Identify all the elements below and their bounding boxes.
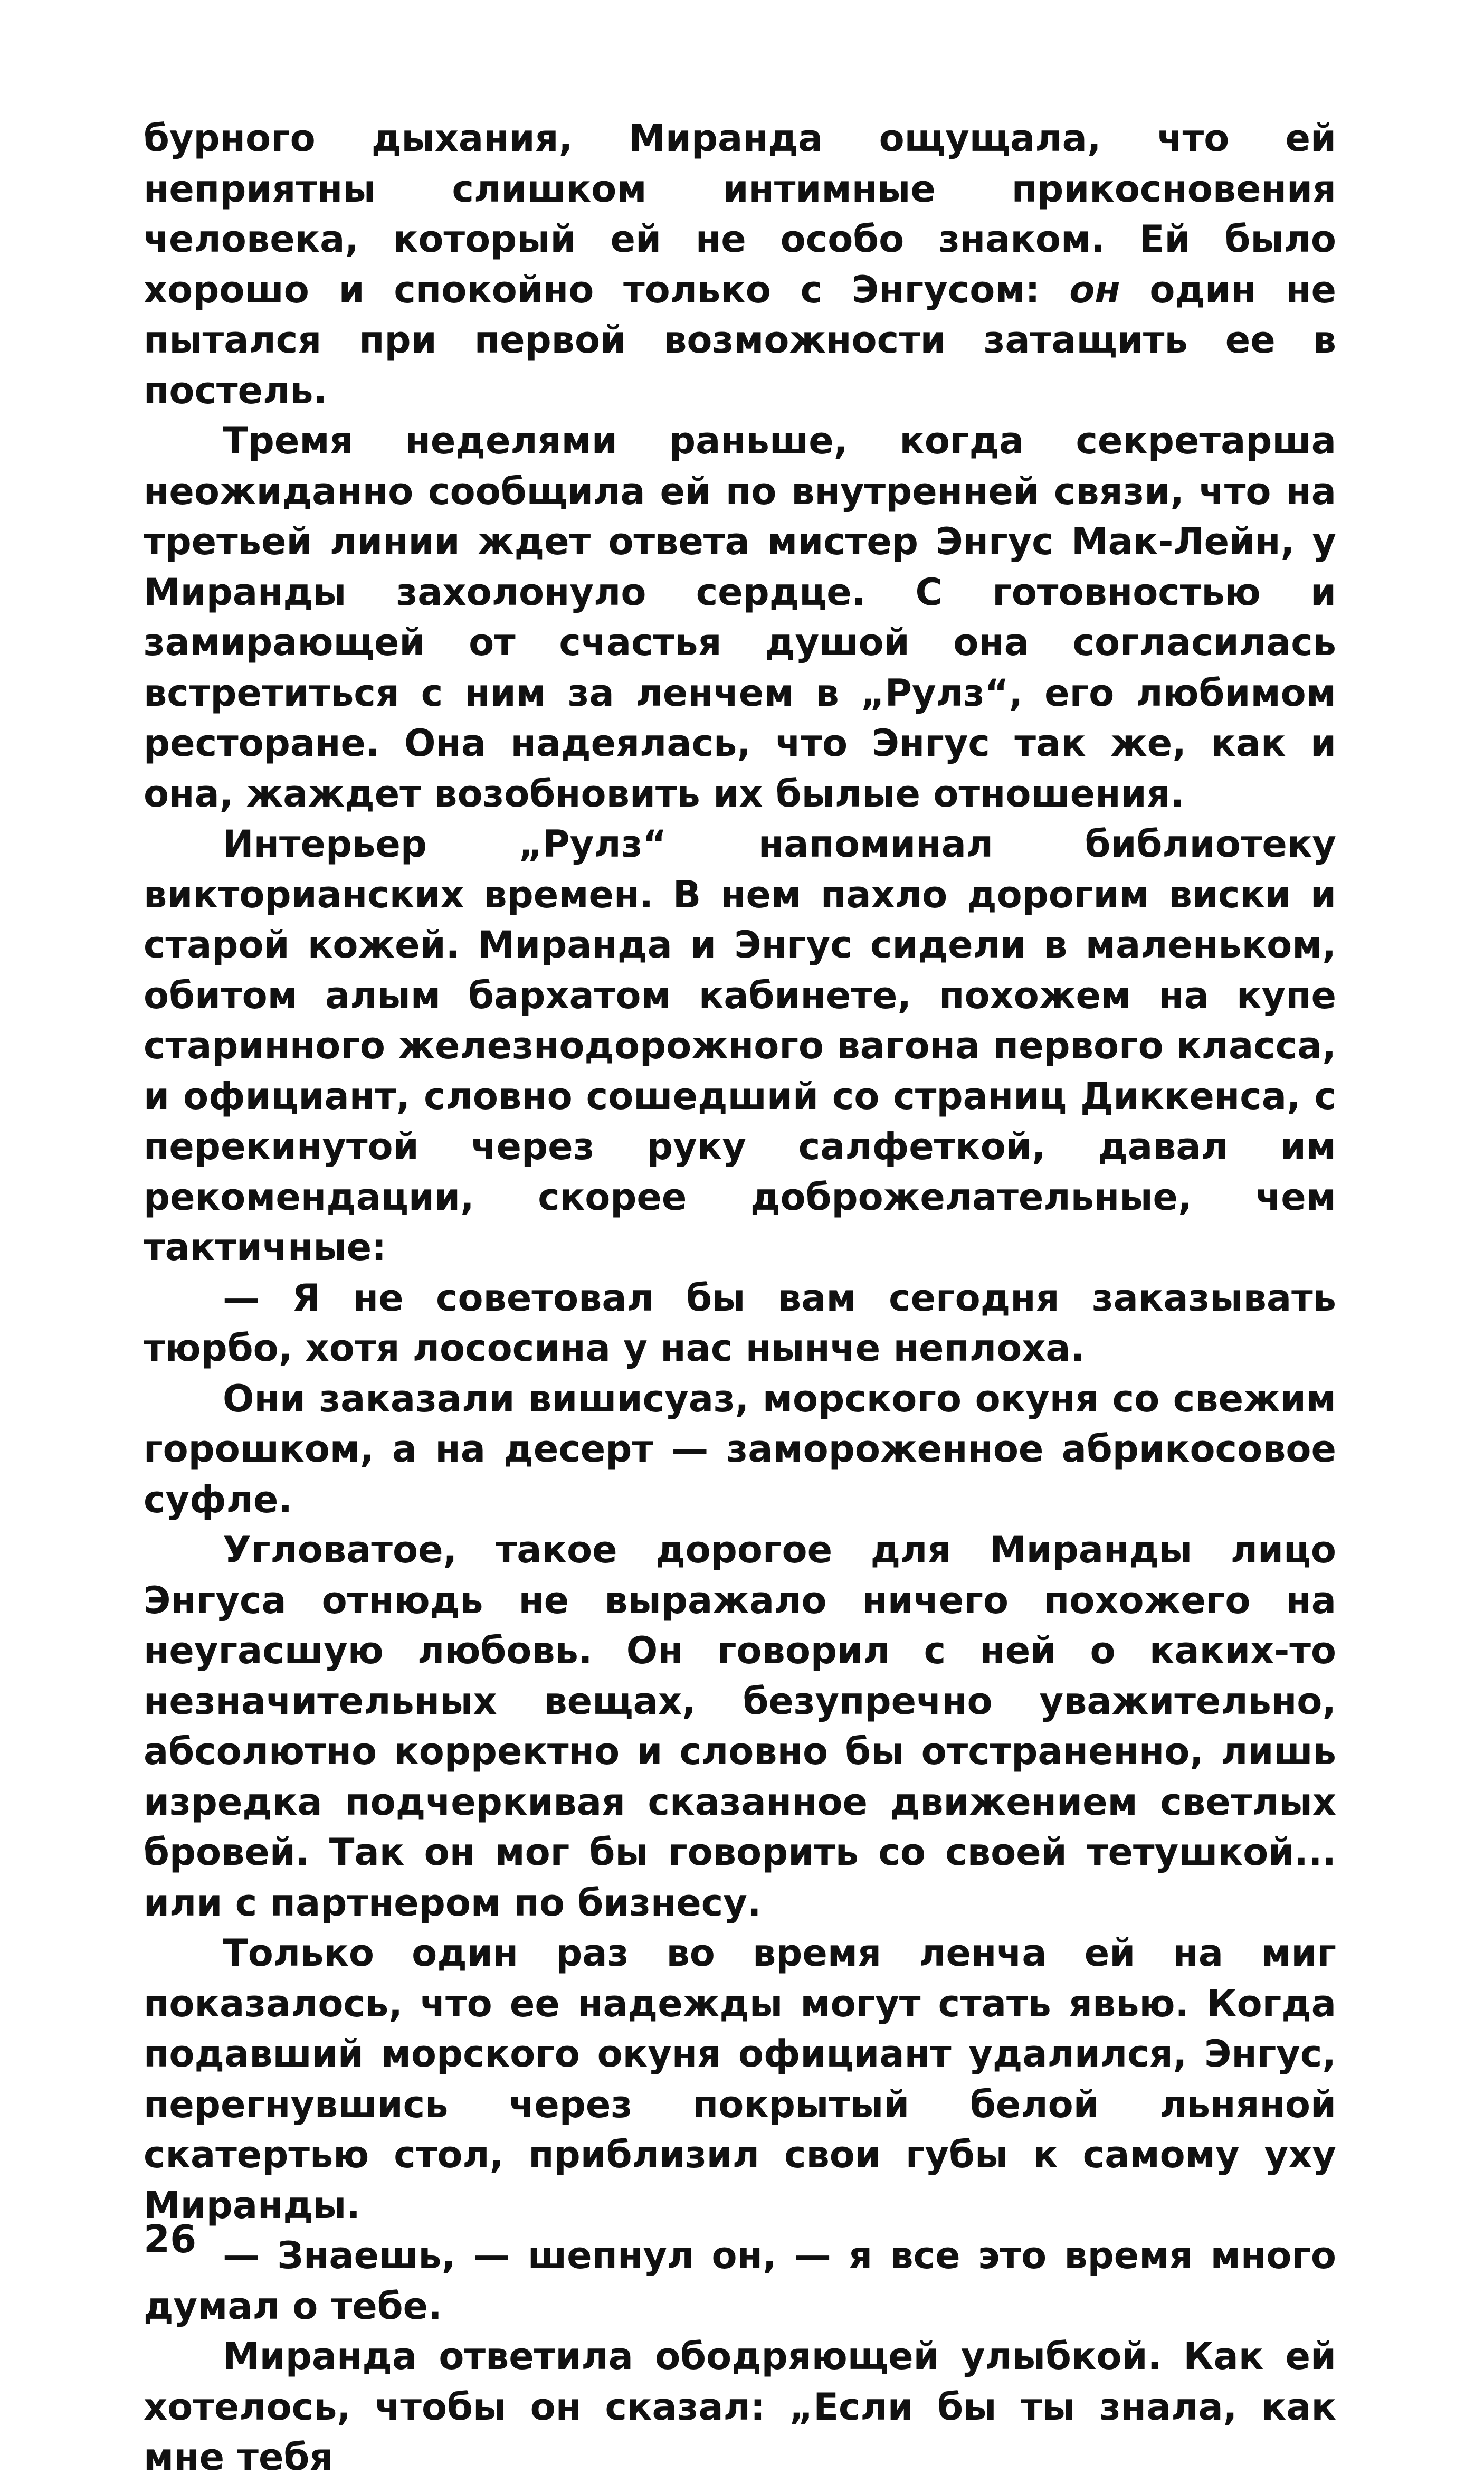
- paragraph: Тремя неделями раньше, когда секретарша неожиданно сообщила ей по внутренней связи, что на третьей линии ждет ответа мистер Энгус Мак-Лейн, у Миранды захолонуло сердце. С готовностью и замирающей от счастья душой она согласилась встретиться с ним за ленчем в „Рулз“, его любимом ресторане. Она надеялась, что Энгус так же, как и она, жаждет возобновить их былые отношения.: [144, 419, 1336, 816]
- italic-word: он: [1069, 268, 1120, 311]
- dialogue-line: — Знаешь, — шепнул он, — я все это время много думал о тебе.: [144, 2234, 1336, 2328]
- paragraph: Они заказали вишисуаз, морского окуня со свежим горошком, а на десерт — замороженное абрикосовое суфле.: [144, 1377, 1336, 1521]
- paragraph-text: один не пытался при первой возможности затащить ее в постель.: [144, 268, 1336, 412]
- paragraph: Интерьер „Рулз“ напоминал библиотеку викторианских времен. В нем пахло дорогим виски и старой кожей. Миранда и Энгус сидели в маленьком, обитом алым бархатом кабинете, похожем на купе старинного железнодорожного вагона первого класса, и официант, словно сошедший со страниц Диккенса, с перекинутой через руку салфеткой, давал им рекомендации, скорее доброжелательные, чем тактичные:: [144, 822, 1336, 1269]
- paragraph: Только один раз во время ленча ей на миг показалось, что ее надежды могут стать явью. Когда подавший морского окуня официант удалился, Энгус, перегнувшись через покрытый белой льняной скатертью стол, приблизил свои губы к самому уху Миранды.: [144, 1931, 1336, 2227]
- page-number: 26: [144, 2217, 197, 2261]
- book-page-text: [144, 113, 1336, 2483]
- paragraph-text: бурного дыхания, Миранда ощущала, что ей неприятны слишком интимные прикосновения человека, который ей не особо знаком. Ей было хорошо и спокойно только с Энгусом:: [144, 117, 1336, 311]
- dialogue-line: — Я не советовал бы вам сегодня заказывать тюрбо, хотя лососина у нас нынче неплоха.: [144, 1276, 1336, 1370]
- paragraph: Миранда ответила ободряющей улыбкой. Как ей хотелось, чтобы он сказал: „Если бы ты знала, как мне тебя: [144, 2335, 1336, 2479]
- paragraph: Угловатое, такое дорогое для Миранды лицо Энгуса отнюдь не выражало ничего похожего на неугасшую любовь. Он говорил с ней о каких-то незначительных вещах, безупречно уважительно, абсолютно корректно и словно бы отстраненно, лишь изредка подчеркивая сказанное движением светлых бровей. Так он мог бы говорить со своей тетушкой... или с партнером по бизнесу.: [144, 1528, 1336, 1925]
- paragraph-continued: [144, 113, 1336, 416]
